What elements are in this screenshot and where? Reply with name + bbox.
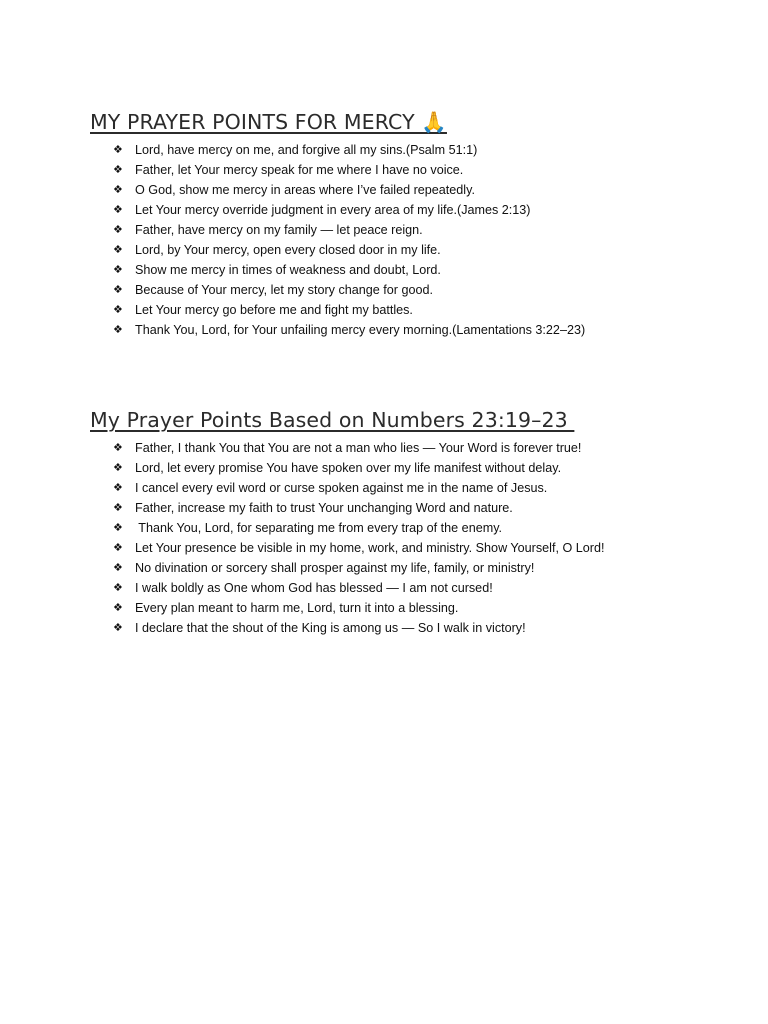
- section-heading: MY PRAYER POINTS FOR MERCY 🙏: [90, 110, 447, 134]
- prayer-point-text: Thank You, Lord, for separating me from every trap of the enemy.: [135, 521, 503, 535]
- prayer-point: [113, 478, 730, 498]
- four-diamond-bullet-icon: ❖: [113, 144, 123, 156]
- prayer-point: [113, 578, 730, 598]
- prayer-point-text: Father, increase my faith to trust Your unchanging Word and nature.: [135, 501, 513, 515]
- prayer-point: [113, 180, 730, 200]
- prayer-list: [90, 438, 730, 638]
- prayer-point: [113, 280, 730, 300]
- four-diamond-bullet-icon: ❖: [113, 224, 123, 236]
- prayer-point: [113, 458, 730, 478]
- four-diamond-bullet-icon: ❖: [113, 622, 123, 634]
- prayer-point-text: Lord, have mercy on me, and forgive all my sins.(Psalm 51:1): [135, 143, 478, 157]
- prayer-point-text: Let Your mercy go before me and fight my battles.: [135, 303, 413, 317]
- prayer-point: [113, 320, 730, 340]
- prayer-point: [113, 518, 730, 538]
- prayer-point: [113, 618, 730, 638]
- prayer-point-text: Thank You, Lord, for Your unfailing mercy every morning.(Lamentations 3:22–23): [135, 323, 586, 337]
- prayer-point-text: I cancel every evil word or curse spoken against me in the name of Jesus.: [135, 481, 548, 495]
- prayer-point-text: I declare that the shout of the King is among us — So I walk in victory!: [135, 621, 526, 635]
- prayer-point-text: I walk boldly as One whom God has blessed — I am not cursed!: [135, 581, 493, 595]
- prayer-point: [113, 498, 730, 518]
- prayer-point: [113, 538, 730, 558]
- four-diamond-bullet-icon: ❖: [113, 482, 123, 494]
- prayer-point-text: Father, have mercy on my family — let peace reign.: [135, 223, 423, 237]
- prayer-point: [113, 140, 730, 160]
- prayer-point-text: Father, let Your mercy speak for me where I have no voice.: [135, 163, 464, 177]
- prayer-point-text: Show me mercy in times of weakness and doubt, Lord.: [135, 263, 441, 277]
- four-diamond-bullet-icon: ❖: [113, 164, 123, 176]
- prayer-point-text: Lord, let every promise You have spoken over my life manifest without delay.: [135, 461, 562, 475]
- prayer-point-text: Lord, by Your mercy, open every closed door in my life.: [135, 243, 441, 257]
- prayer-point: [113, 438, 730, 458]
- prayer-point-text: Because of Your mercy, let my story change for good.: [135, 283, 433, 297]
- prayer-point-text: Let Your presence be visible in my home, work, and ministry. Show Yourself, O Lord!: [135, 541, 605, 555]
- four-diamond-bullet-icon: ❖: [113, 582, 123, 594]
- four-diamond-bullet-icon: ❖: [113, 462, 123, 474]
- four-diamond-bullet-icon: ❖: [113, 542, 123, 554]
- four-diamond-bullet-icon: ❖: [113, 324, 123, 336]
- prayer-list: [90, 140, 730, 340]
- four-diamond-bullet-icon: ❖: [113, 304, 123, 316]
- four-diamond-bullet-icon: ❖: [113, 562, 123, 574]
- prayer-point: [113, 240, 730, 260]
- four-diamond-bullet-icon: ❖: [113, 244, 123, 256]
- prayer-point: [113, 558, 730, 578]
- prayer-point-text: O God, show me mercy in areas where I’ve failed repeatedly.: [135, 183, 475, 197]
- prayer-point: [113, 598, 730, 618]
- four-diamond-bullet-icon: ❖: [113, 502, 123, 514]
- four-diamond-bullet-icon: ❖: [113, 184, 123, 196]
- four-diamond-bullet-icon: ❖: [113, 522, 123, 534]
- prayer-point-text: Every plan meant to harm me, Lord, turn it into a blessing.: [135, 601, 459, 615]
- prayer-point-text: Father, I thank You that You are not a man who lies — Your Word is forever true!: [135, 441, 582, 455]
- prayer-point: [113, 160, 730, 180]
- four-diamond-bullet-icon: ❖: [113, 602, 123, 614]
- prayer-point: [113, 300, 730, 320]
- four-diamond-bullet-icon: ❖: [113, 284, 123, 296]
- prayer-point: [113, 220, 730, 240]
- prayer-point-text: Let Your mercy override judgment in every area of my life.(James 2:13): [135, 203, 531, 217]
- prayer-point: [113, 260, 730, 280]
- section-heading: My Prayer Points Based on Numbers 23:19–23: [90, 408, 575, 432]
- four-diamond-bullet-icon: ❖: [113, 442, 123, 454]
- numbers-prayer-section: [90, 406, 730, 638]
- prayer-point-text: No divination or sorcery shall prosper against my life, family, or ministry!: [135, 561, 535, 575]
- prayer-point: [113, 200, 730, 220]
- mercy-prayer-section: [90, 108, 730, 340]
- four-diamond-bullet-icon: ❖: [113, 264, 123, 276]
- four-diamond-bullet-icon: ❖: [113, 204, 123, 216]
